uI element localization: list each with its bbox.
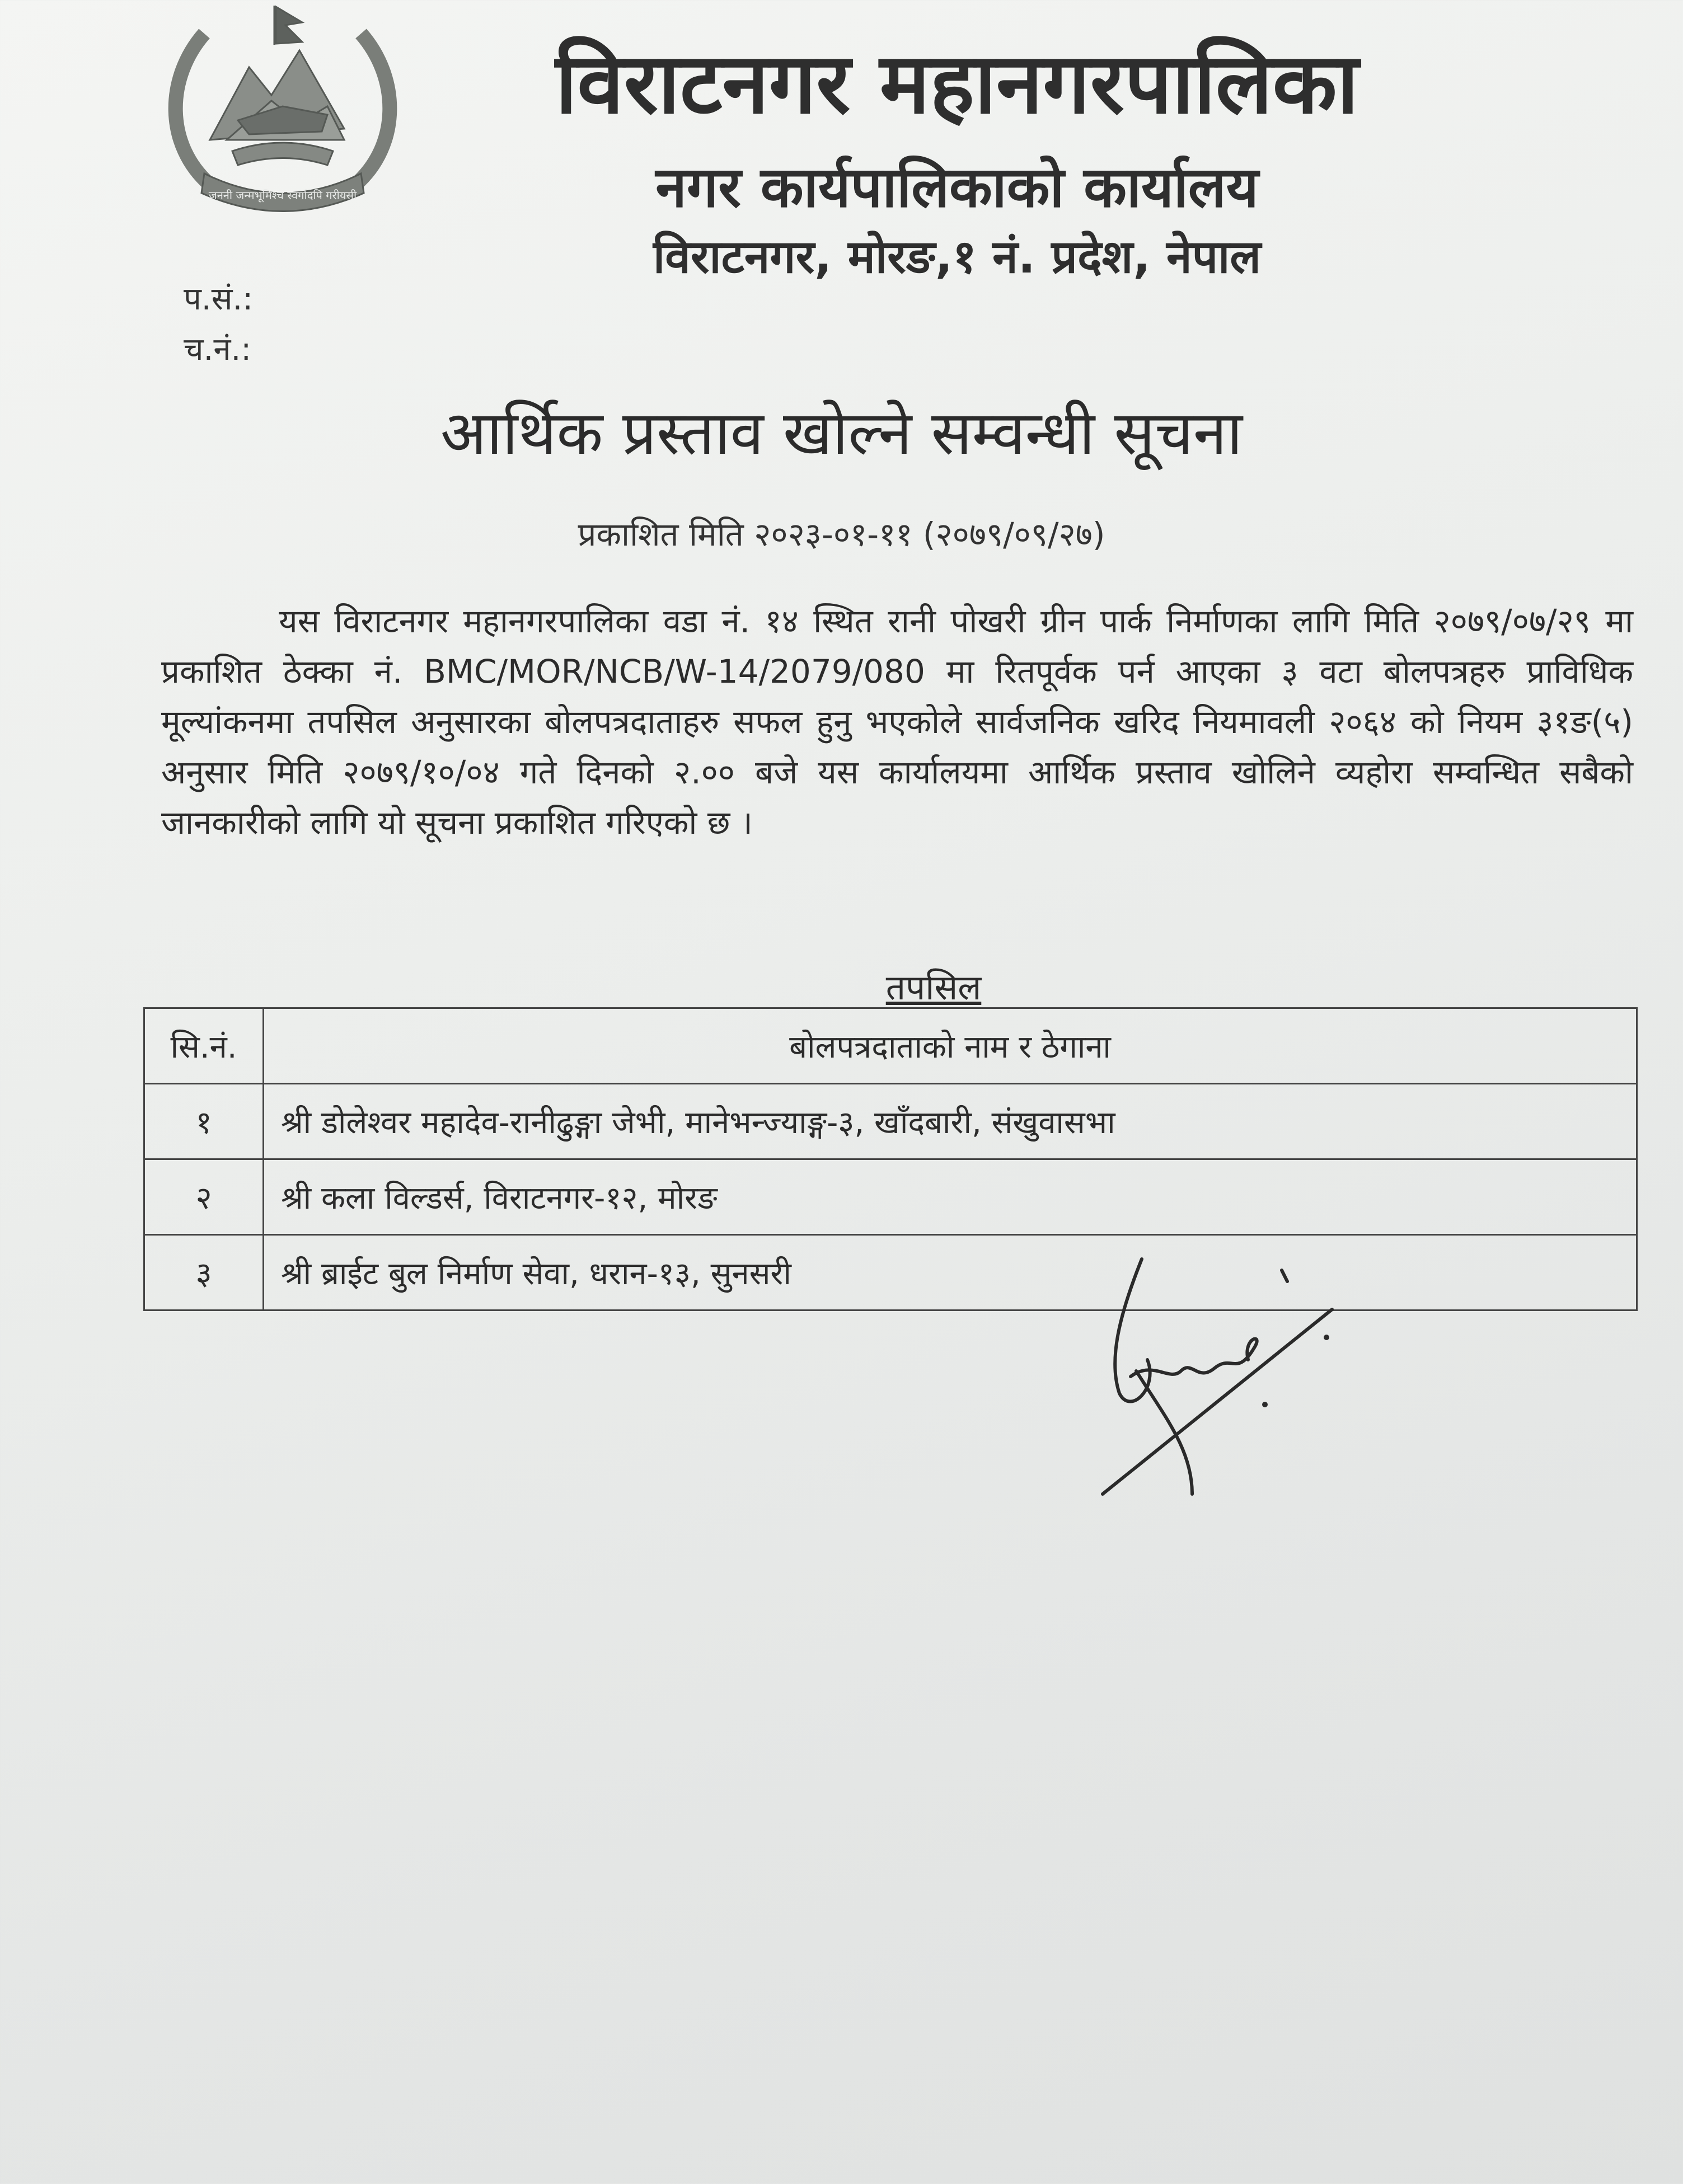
municipality-name: विराटनगर महानगरपालिका: [555, 35, 1359, 133]
office-name: नगर कार्यपालिकाको कार्यालय: [655, 154, 1259, 220]
office-address: विराटनगर, मोरङ,१ नं. प्रदेश, नेपाल: [653, 231, 1262, 284]
bidders-table: [143, 1007, 1638, 1311]
table-row: [144, 1159, 1637, 1235]
notice-body: यस विराटनगर महानगरपालिका वडा नं. १४ स्थित रानी पोखरी ग्रीन पार्क निर्माणका लागि मिति २०७९/०७/२९ मा प्रकाशित ठेक्का नं. BMC/MOR/NCB/W-14/2079/080 मा रितपूर्वक पर्न आएका ३ वटा बोलपत्रहरु प्राविधिक मूल्यांकनमा तपसिल अनुसारका बोलपत्रदाताहरु सफल हुनु भएकोले सार्वजनिक खरिद नियमावली २०६४ को नियम ३१ङ(५) अनुसार मिति २०७९/१०/०४ गते दिनको २.०० बजे यस कार्यालयमा आर्थिक प्रस्ताव खोलिने व्यहोरा सम्वन्धित सबैको जानकारीको लागि यो सूचना प्रकाशित गरिएको छ ।: [161, 602, 1634, 842]
column-header-bidder: बोलपत्रदाताको नाम र ठेगाना: [264, 1008, 1637, 1084]
row-bidder-name: श्री डोलेश्वर महादेव-रानीढुङ्गा जेभी, मानेभन्ज्याङ्ग-३, खाँदबारी, संखुवासभा: [264, 1084, 1637, 1159]
svg-text:जननी जन्मभूमिश्च स्वर्गादपि गर: जननी जन्मभूमिश्च स्वर्गादपि गरीयसी: [208, 189, 357, 202]
column-header-serial: सि.नं.: [144, 1008, 264, 1084]
row-serial: २: [144, 1159, 264, 1235]
row-serial: १: [144, 1084, 264, 1159]
nepal-emblem-icon: [143, 0, 423, 224]
table-row: [144, 1084, 1637, 1159]
published-date: प्रकाशित मिति २०२३-०१-११ (२०७९/०९/२७): [578, 515, 1105, 553]
row-bidder-name: श्री कला विल्डर्स, विराटनगर-१२, मोरङ: [264, 1159, 1637, 1235]
chalani-number-label: च.नं.:: [184, 331, 252, 368]
table-row: [144, 1235, 1637, 1311]
notice-title: आर्थिक प्रस्ताव खोल्ने सम्वन्धी सूचना: [440, 398, 1243, 468]
patra-sankhya-label: प.सं.:: [184, 281, 254, 317]
table-caption: तपसिल: [885, 967, 982, 1008]
signature-icon: [1097, 1248, 1366, 1505]
row-serial: ३: [144, 1235, 264, 1311]
table-header-row: [144, 1008, 1637, 1084]
row-bidder-name: श्री ब्राईट बुल निर्माण सेवा, धरान-१३, सुनसरी: [264, 1235, 1637, 1311]
